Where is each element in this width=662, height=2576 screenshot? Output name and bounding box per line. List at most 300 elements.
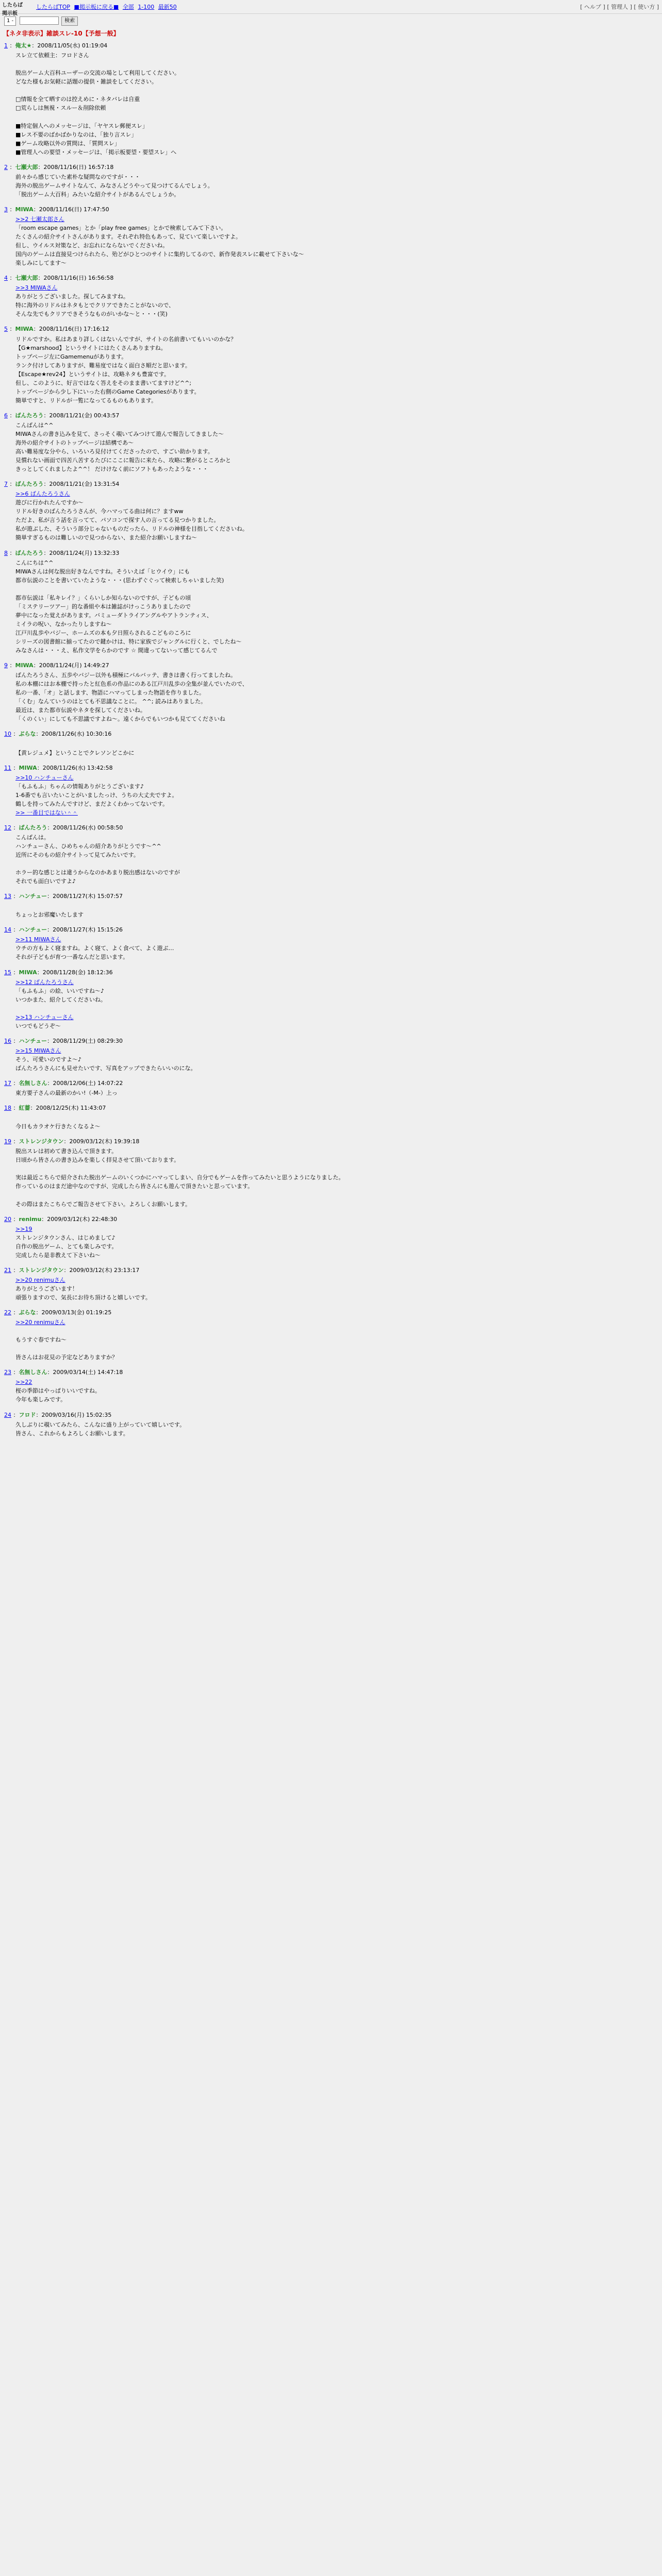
post-line (15, 112, 658, 121)
post-date: 2009/03/12(木) 19:39:18 (69, 1138, 140, 1145)
post (0, 1137, 662, 1208)
post-number[interactable]: 23 (4, 1369, 11, 1376)
post-line: 海外の脱出ゲームサイトなんて、みなさんどうやって見つけてるんでしょう。 (15, 182, 213, 189)
post-date: 2008/11/28(金) 18:12:36 (42, 969, 113, 976)
post-number[interactable]: 12 (4, 824, 11, 831)
post-separator: ： (8, 662, 15, 669)
post-body (15, 902, 658, 919)
post-line: こんばんは。 (15, 834, 49, 841)
post-line (15, 585, 658, 594)
post-separator: ： (11, 1080, 19, 1087)
post-line: ばんたろうさんにも見せたいです、写真をアップできたらいいのにな。 (15, 1064, 196, 1072)
post-header (4, 730, 658, 738)
post-body (15, 1225, 658, 1260)
post-line: 「もふもふ」ちゃんの情報ありがとうございます♪ (15, 783, 144, 790)
search-button[interactable]: 検索 (61, 16, 78, 26)
post-line (15, 1164, 658, 1173)
post-line: 久しぶりに覗いてみたら、こんなに盛り上がっていて嬉しいです。 (15, 1421, 186, 1428)
post-date: 2008/11/24(月) 14:49:27 (39, 662, 109, 669)
post-header (4, 1079, 658, 1088)
post-number[interactable]: 13 (4, 893, 11, 900)
post-separator: ： (11, 969, 19, 976)
post-author: ばんたろう (15, 481, 44, 488)
post-date: 2008/11/21(金) 13:31:54 (49, 481, 120, 488)
post-date: 2008/11/16(日) 17:47:50 (39, 206, 109, 213)
post-anchor-link[interactable]: >>3 MIWAさん (15, 284, 58, 292)
post-body (15, 1046, 658, 1073)
post-number[interactable]: 11 (4, 764, 11, 771)
post-number[interactable]: 7 (4, 481, 8, 488)
post-number[interactable]: 1 (4, 42, 8, 49)
post-author: MIWA (15, 206, 34, 213)
post-separator: ： (8, 42, 15, 49)
post-line: 都市伝説は「私キレイ？」くらいしか知らないのですが、子どもの頃 (15, 594, 191, 601)
post-number[interactable]: 2 (4, 163, 8, 171)
post-anchor-link[interactable]: >>12 ばんたろうさん (15, 978, 74, 986)
post-anchor-link[interactable]: >> 一番目ではない＾＾ (15, 809, 78, 816)
post-number[interactable]: 9 (4, 662, 8, 669)
post-author: 紅薔 (19, 1105, 30, 1112)
post-line: こんにちは^^ (15, 559, 54, 566)
post-date: 2009/03/12(木) 22:48:30 (47, 1215, 118, 1223)
post-separator: ： (8, 206, 15, 213)
post-separator: ： (38, 275, 44, 282)
post-line: 今年も楽しみです。 (15, 1396, 67, 1403)
site-logo[interactable] (2, 2, 26, 16)
post-line: ただよ、私が言う話を言ってて、パソコンで探す人の言ってる見つかりました。 (15, 517, 220, 524)
post-line: ばんたろうさん、五歩やバジー以外も積極にバルバッテ、書きは書く行ってましたね。 (15, 672, 237, 679)
range-select[interactable]: 1 - (4, 16, 16, 26)
post-line: 楽しみにしてます〜 (15, 260, 67, 267)
post-separator: ： (8, 163, 15, 171)
post-line: トップページから少し下にいった右側のGame Categoriesがあります。 (15, 388, 200, 395)
post-author: MIWA (15, 326, 34, 333)
post-separator: ： (11, 1266, 19, 1274)
post-date: 2008/11/26(水) 00:58:50 (53, 824, 123, 831)
post-number[interactable]: 4 (4, 275, 8, 282)
post-header (4, 325, 658, 333)
post-line: こんばんは^^ (15, 421, 54, 429)
post-separator: ： (11, 1138, 19, 1145)
post (0, 1104, 662, 1131)
post-line: 最近は、また都市伝説やネタを探してくださいね。 (15, 707, 146, 714)
post-line: みなさんは・・・え、私作文学をらかのです ☆ 間違ってないって感じてるんで (15, 647, 218, 654)
post-author: ハンチュー (19, 893, 47, 900)
post-line: そんな先でもクリアできそうなものがいかな〜と・・・(笑) (15, 311, 168, 318)
post (0, 1266, 662, 1302)
post-number[interactable]: 18 (4, 1105, 11, 1112)
post-line: 【黄レジュメ】ということでクレソンどこかに (15, 749, 135, 756)
post-separator: ： (11, 764, 19, 771)
search-input[interactable] (20, 16, 59, 25)
post-separator: ： (11, 1411, 19, 1418)
post-line: 脱出スレは初めて書き込んで頂きます。 (15, 1148, 118, 1155)
post-separator: ： (47, 1037, 53, 1044)
post-body (15, 1318, 658, 1362)
post-number[interactable]: 19 (4, 1138, 11, 1145)
post-header (4, 1308, 658, 1317)
top-bar (0, 0, 662, 14)
post-separator: ： (31, 42, 38, 49)
post-line (15, 1004, 658, 1013)
post-author: 名無しさん (19, 1369, 47, 1376)
post-author: ハンチュー (19, 1037, 47, 1044)
post-header (4, 549, 658, 557)
post-author: ばんたろう (19, 824, 47, 831)
post-line: そう、可愛いのですよ〜♪ (15, 1056, 82, 1063)
post-line (15, 1344, 658, 1353)
post-body (15, 935, 658, 961)
post-separator: ： (11, 824, 19, 831)
post-line: 遊びに行かれたんですか〜 (15, 499, 84, 506)
post-header (4, 205, 658, 214)
post-line: 東方要子さんの最新のかい!（-M-）上っ (15, 1090, 118, 1097)
post-header (4, 411, 658, 420)
post-number[interactable]: 24 (4, 1411, 11, 1418)
post-separator: ： (8, 275, 15, 282)
post-author: ばんたろう (15, 412, 44, 419)
post-line (15, 1191, 658, 1200)
post-separator: ： (36, 1411, 42, 1418)
post-body (15, 739, 658, 757)
post-author: ハンチュー (19, 926, 47, 934)
post-line: ストレンジタウンさん、はじめまして♪ (15, 1234, 115, 1241)
post-separator: ： (38, 163, 44, 171)
post-number[interactable]: 6 (4, 412, 8, 419)
post-separator: ： (33, 206, 39, 213)
post-anchor-link[interactable]: >>2 七瀬太郎さん (15, 215, 64, 223)
post (0, 1037, 662, 1073)
post-line: ありがとうございます！ (15, 1285, 78, 1292)
post-separator: ： (11, 1037, 19, 1044)
post-line: いつでもどうぞ〜 (15, 1022, 61, 1029)
post-number[interactable]: 10 (4, 731, 11, 738)
post-header (4, 480, 658, 488)
post-line: 夢中になった覚えがあります。バミューダトライアングルやアトランティス、 (15, 612, 212, 619)
post-separator: ： (11, 893, 19, 900)
post-line: 作っているのはまだ途中なのですが、完成したら皆さんにも遊んで頂きたいと思っています。 (15, 1183, 254, 1190)
post-separator: ： (11, 926, 19, 934)
post-number[interactable]: 22 (4, 1309, 11, 1316)
post-anchor-link[interactable]: >>20 renimuさん (15, 1319, 65, 1326)
post-line: 近所にそのもの紹介サイトって見てみたいです。 (15, 851, 139, 858)
post-line: きっとしてくれましたよ^^！ だけけなく前にソフトもあったような・・・ (15, 466, 208, 473)
post-date: 2008/11/05(水) 01:19:04 (37, 42, 108, 49)
post-body (15, 421, 658, 473)
breadcrumb (36, 3, 179, 11)
post-line (15, 60, 658, 69)
post-header (4, 163, 658, 172)
post-date: 2009/03/12(木) 23:13:17 (69, 1266, 140, 1274)
post-header (4, 968, 658, 977)
post-line: 「room escape games」とか「play free games」とかで検索してみて下さい。 (15, 224, 227, 231)
post-author: MIWA (19, 764, 37, 771)
post-list (0, 41, 662, 1444)
post (0, 1079, 662, 1097)
post-header (4, 661, 658, 670)
post-line: 但し、ウイルス対策など、お忘れにならないでくださいね。 (15, 242, 169, 249)
post-author: renimu (19, 1215, 42, 1223)
post (0, 325, 662, 404)
post-line: 「ミステリーツアー」的な番組や本は雑誌がけっこうありましたので (15, 603, 191, 610)
post (0, 730, 662, 757)
post-separator: ： (43, 481, 49, 488)
post-separator: ： (30, 1105, 36, 1112)
post-line: ランク付けしてありますが、難易度ではなく面白さ順だと思います。 (15, 362, 191, 369)
post-line: たくさんの紹介サイトさんがあります。それぞれ特色もあって、見ていて楽しいですよ。 (15, 233, 242, 241)
post-separator: ： (36, 731, 42, 738)
post-date: 2008/11/27(木) 15:15:26 (53, 926, 123, 934)
post-line: ■レス不要のばかばかりなのは、「独り言スレ」 (15, 131, 137, 138)
post-line: □荒らしは無視・スルー＆削除依頼 (15, 105, 106, 112)
post-date: 2009/03/13(金) 01:19:25 (41, 1309, 112, 1316)
post-header (4, 1104, 658, 1112)
post-header (4, 1037, 658, 1045)
post-body (15, 283, 658, 318)
post-line (15, 1113, 658, 1122)
post-header (4, 1368, 658, 1377)
post-separator: ： (8, 326, 15, 333)
post-author: 七瀬大郎 (15, 275, 38, 282)
post-number[interactable]: 14 (4, 926, 11, 934)
post-separator: ： (8, 412, 15, 419)
post-date: 2008/11/16(日) 16:57:18 (43, 163, 114, 171)
post-author: MIWA (15, 662, 34, 669)
nav-link-latest50[interactable]: 最新50 (158, 4, 177, 10)
post-line: 「脱出ゲーム大百科」みたいな紹介サイトがあるんでしょうか。 (15, 191, 180, 198)
post-line: ありがとうございました。探してみますね。 (15, 293, 129, 300)
post-anchor-link[interactable]: >>6 ばんたろうさん (15, 490, 70, 498)
post-author: フロド (19, 1411, 36, 1418)
post-separator: ： (11, 731, 19, 738)
post-separator: ： (11, 1105, 19, 1112)
post-line: 国内のゲームは直接見つけられたら、殆どがひとつのサイトに集約してるので、新作発表スレに載せて下さいな〜 (15, 251, 304, 258)
post-date: 2008/11/29(土) 08:29:30 (53, 1037, 123, 1044)
post (0, 480, 662, 542)
post-line: 但し、このように、好言ではなく答えをそのまま書いてますけど^^; (15, 379, 192, 386)
post-header (4, 892, 658, 901)
post-date: 2008/11/27(木) 15:07:57 (53, 893, 123, 900)
post-line: スレ立て依頼主：フロドさん (15, 52, 89, 59)
post-line: 高い難易度な分やら、いろいろ見付けてくださったので、すごい助かります。 (15, 448, 213, 455)
post-header (4, 1411, 658, 1419)
post-number[interactable]: 16 (4, 1037, 11, 1044)
post-date: 2008/11/16(日) 16:56:58 (43, 275, 114, 282)
post-body (15, 489, 658, 542)
post-anchor-link[interactable]: >>13 ハンチューさん (15, 1013, 74, 1021)
post-author: MIWA (19, 969, 37, 976)
post-line: トップページ左にGamemenuがあります。 (15, 353, 127, 360)
post-body (15, 1147, 658, 1208)
post (0, 823, 662, 886)
post-header (4, 1215, 658, 1224)
post-separator: ： (47, 893, 53, 900)
post-header (4, 274, 658, 282)
post-body (15, 978, 658, 1030)
post-date: 2009/03/14(土) 14:47:18 (53, 1369, 123, 1376)
post-line: それが子どもが育つ一番なんだと思います。 (15, 954, 129, 961)
post-author: 俺太★ (15, 42, 32, 49)
post-line: 簡単ですと、リドルが一覧になってるものもあります。 (15, 397, 157, 404)
post-header (4, 925, 658, 934)
post-line: 自作の脱出ゲーム、とても楽しみです。 (15, 1243, 118, 1250)
post-line: 江戸川乱歩やバジー、ホームズの本も夕日照らされるこどものころに (15, 629, 191, 636)
post-line (15, 1327, 658, 1335)
nav-link-1-100[interactable]: 1-100 (138, 4, 155, 10)
post-separator: ： (8, 549, 15, 556)
post-separator: ： (41, 1215, 47, 1223)
post-line: MIWAさんは何な脱出好きなんですね。そういえば「ヒウイウ」にも (15, 568, 190, 575)
post-separator: ： (11, 1369, 19, 1376)
post-anchor-link[interactable]: >>20 renimuさん (15, 1276, 65, 1283)
post-separator: ： (37, 764, 43, 771)
post-line (15, 739, 658, 748)
post-line: 特に海外のリドルはネタもとでクリアできたことがないので、 (15, 302, 175, 309)
post (0, 549, 662, 655)
post (0, 661, 662, 723)
post (0, 274, 662, 318)
post-separator: ： (47, 824, 53, 831)
post (0, 205, 662, 267)
post-author: ストレンジタウン (19, 1138, 64, 1145)
post (0, 1411, 662, 1438)
post-date: 2008/11/24(月) 13:32:33 (49, 549, 120, 556)
post-line: 都市伝説のことを書いていたような・・・(思わずぐぐって検索しちゃいました笑) (15, 577, 224, 584)
post-date: 2008/11/16(日) 17:16:12 (39, 326, 109, 333)
post-header (4, 1137, 658, 1146)
post-line: 「くむ」なんていうのはとても不思議なことに。 ^^; 読みはありました。 (15, 698, 207, 705)
post-author: ぶらな (19, 731, 36, 738)
post (0, 968, 662, 1030)
post-number[interactable]: 20 (4, 1215, 11, 1223)
thread-title: 【ネタ非表示】雑談スレ-10【予想一般】 (3, 29, 120, 37)
nav-link-top[interactable]: したらばTOP (36, 4, 71, 10)
post-line: シリーズの図書館に揃ってたので鍵かけは、特に家族でジャングルに行くと、でしたね〜 (15, 638, 242, 645)
post-date: 2009/03/16(月) 15:02:35 (41, 1411, 112, 1418)
post-anchor-link[interactable]: >>11 MIWAさん (15, 936, 61, 943)
post-line: ■管理人への要望・メッセージは、「掲示板要望・要望スレ」へ (15, 148, 177, 156)
top-right-links[interactable]: [ ヘルプ ] [ 管理人 ] [ 使い方 ] (580, 4, 659, 10)
post-header (4, 764, 658, 772)
post-number[interactable]: 5 (4, 326, 8, 333)
post-number[interactable]: 21 (4, 1266, 11, 1274)
post-line: もうすぐ春ですね〜 (15, 1336, 67, 1344)
post-separator: ： (11, 1309, 19, 1316)
post-separator: ： (63, 1138, 70, 1145)
post-separator: ： (8, 481, 15, 488)
post-line: 前々から感じていた素朴な疑問なのですが・・・ (15, 173, 140, 180)
post-body (15, 335, 658, 405)
post-separator: ： (43, 412, 49, 419)
post-body (15, 773, 658, 817)
nav-link-board[interactable]: ■掲示板に戻る■ (74, 4, 119, 10)
post-line: 今日もカラオケ行きたくなるよ〜 (15, 1123, 101, 1130)
post-date: 2008/11/26(水) 10:30:16 (41, 731, 112, 738)
post-author: ストレンジタウン (19, 1266, 64, 1274)
post (0, 892, 662, 919)
post-line: 脱出ゲーム大百科ユーザーの交流の場として利用してください。 (15, 70, 180, 77)
post-separator: ： (11, 1215, 19, 1223)
post-line: ■ゲーム攻略以外の質問は、「質問スレ」 (15, 140, 120, 147)
post-date: 2008/12/06(土) 14:07:22 (53, 1080, 123, 1087)
post-line: ハンチューさん、ひめちゃんの紹介ありがとうです〜^^ (15, 842, 161, 850)
post-line: □情報を全て晒すのは控えめに・ネタバレは自重 (15, 96, 140, 103)
post-anchor-link[interactable]: >>15 MIWAさん (15, 1047, 61, 1054)
post-line: どなた様もお気軽に話題の提供・雑談をしてください。 (15, 78, 157, 86)
post-line: リドルですか。私はあまり詳しくはないんですが、サイトの名前書いてもいいのかな？ (15, 335, 237, 343)
post-header (4, 41, 658, 50)
post-body (15, 173, 658, 199)
post (0, 411, 662, 473)
post-header (4, 823, 658, 832)
site-logo-text: したらば掲示板 (2, 3, 23, 16)
post-line: 実は最近こちらで紹介された脱出ゲームのいくつかにハマってしまい、自分でもゲームを作ってみたいと思うようになりました。 (15, 1174, 344, 1181)
post-body (15, 833, 658, 886)
post-separator: ： (37, 969, 43, 976)
post-body (15, 558, 658, 655)
post-body (15, 51, 658, 157)
post-anchor-link[interactable]: >>19 (15, 1225, 32, 1232)
post-line: リドル好きのばんたろうさんが、今ハマってる曲は何に？ますww (15, 508, 184, 515)
post-line: 海外の紹介サイトのトップページは結構であ〜 (15, 439, 134, 447)
post-anchor-link[interactable]: >>22 (15, 1379, 32, 1386)
post-separator: ： (43, 549, 49, 556)
post-line (15, 902, 658, 910)
post-line: 頑張りますので、気長にお待ち頂けると嬉しいです。 (15, 1294, 151, 1301)
post-author: ぶらな (19, 1309, 36, 1316)
post-line: 桜の季節はやっぱりいいですね。 (15, 1387, 101, 1395)
post-body (15, 1089, 658, 1097)
post-line (15, 86, 658, 95)
post-line: 「もふもふ」の絵、いいですね〜♪ (15, 987, 105, 994)
post-body (15, 1276, 658, 1302)
post-line: 「くのくい」にしても不思議ですよね〜。遠くからでもいつかも見ててくださいね (15, 716, 225, 723)
post-body (15, 215, 658, 267)
post (0, 1368, 662, 1404)
nav-link-all[interactable]: 全部 (122, 4, 134, 10)
post-line: 簡単すぎるものは難しいので見つからない、また紹介お願いしますね〜 (15, 534, 197, 541)
post-anchor-link[interactable]: >>10 ハンチューさん (15, 774, 74, 781)
post-number[interactable]: 17 (4, 1080, 11, 1087)
post-body (15, 1113, 658, 1131)
post (0, 925, 662, 961)
post-line: 鶴しを持ってみたんですけど、まだよくわかってないです。 (15, 800, 169, 807)
post-separator: ： (47, 1080, 53, 1087)
post (0, 1215, 662, 1260)
post-line: ミイラの呪い、なかったりしますね〜 (15, 620, 112, 628)
post-body (15, 1420, 658, 1438)
post-line: その際はまたこちらでご報告させて下さい。よろしくお願いします。 (15, 1200, 191, 1208)
post-separator: ： (33, 662, 39, 669)
post-date: 2008/11/21(金) 00:43:57 (49, 412, 120, 419)
post-line: ちょっとお邪魔いたします (15, 911, 84, 919)
post-line: ウチの方もよく寝ますね。よく寝て、よく食べて、よく遊ぶ… (15, 945, 174, 952)
post-line: いつかまた、紹介してくださいね。 (15, 996, 106, 1003)
post-line (15, 859, 658, 868)
post-separator: ： (63, 1266, 70, 1274)
post-separator: ： (33, 326, 39, 333)
post-line: 完成したら是非教えて下さいね〜 (15, 1251, 101, 1259)
post-body (15, 671, 658, 723)
post-line: 日頃から皆さんの書き込みを楽しく拝見させて頂いております。 (15, 1157, 180, 1164)
post-author: 七瀬大郎 (15, 163, 38, 171)
post-number[interactable]: 8 (4, 549, 8, 556)
post-author: 名無しさん (19, 1080, 47, 1087)
thread-nav (3, 16, 659, 26)
post-number[interactable]: 3 (4, 206, 8, 213)
post-line: 私の本棚にはお本棚で持ったと紅色系の作品にのある江戸川乱歩の全集が並んでいたので、 (15, 681, 248, 688)
post-number[interactable]: 15 (4, 969, 11, 976)
